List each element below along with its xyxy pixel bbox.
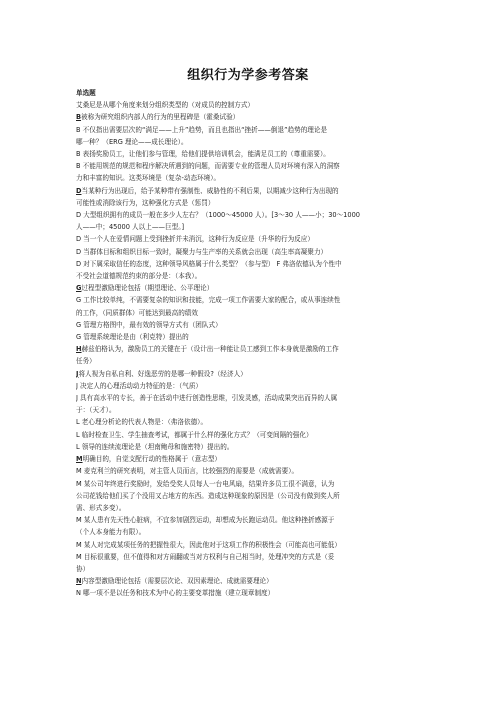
text-line <box>76 404 428 416</box>
line-text: L 临时检查卫生、学生抽查考试，都属于什么样的强化方式？（可变间隔的强化） <box>76 430 313 439</box>
line-text: B 不能用规范的规范和程序解决所遇到的问题，而需要专业的管理人员对环境有深入的洞察 <box>76 162 340 171</box>
text-line <box>76 160 428 172</box>
text-line <box>76 233 428 245</box>
line-text: 艾桑尼是从哪个角度来划分组织类型的（对成员的控制方式） <box>76 101 255 110</box>
text-line <box>76 490 428 502</box>
line-text: 赫兹伯格认为，激励员工的关键在于（设计出一种能让员工感到工作本身就是激励的工作 <box>81 345 339 354</box>
text-line <box>76 172 428 184</box>
line-text: 被称为研究组织内部人的行为的里程碑是（霍桑试验） <box>81 113 240 122</box>
document-title: 组织行为学参考答案 <box>187 68 309 83</box>
document-body <box>76 87 428 600</box>
text-line <box>76 111 428 123</box>
index-letter: N <box>76 577 82 586</box>
line-text: B 不仅指出需要层次的“满足——上升”趋势，而且也指出“挫折——倒退”趋势的理论是 <box>76 125 328 134</box>
line-text: 人——中；45000 人以上——巨型。] <box>76 223 185 232</box>
line-text: D 大型组织拥有的成员一般在多少人左右？（1000～45000 人）。[3～30 人——小；30～1000 <box>76 211 360 220</box>
line-text: 不受社会道德规范约束的部分是：（本我）。 <box>76 272 202 281</box>
text-line <box>76 441 428 453</box>
text-line <box>76 221 428 233</box>
text-line <box>76 270 428 282</box>
line-text: N 哪一项不是以任务和技术为中心的主要变革措施（建立现章制度） <box>76 589 275 598</box>
line-text: D 当一个人在爱情问题上受到挫折并未消沉，这种行为反应是（升华的行为反应） <box>76 235 314 244</box>
line-text: 公司花钱给他们买了个没用又占地方的东西。造成这种现象的原因是（公司没有做到奖人所 <box>76 491 340 500</box>
line-text: 单选题 <box>76 89 96 97</box>
text-line <box>76 416 428 428</box>
line-text: J 决定人的心理活动动力特征的是：（气质） <box>76 381 203 390</box>
index-letter: J <box>76 369 79 378</box>
line-text: 力和丰富的知识。这类环境是（复杂-动态环境）。 <box>76 174 221 183</box>
line-text: 任务） <box>76 357 96 366</box>
line-text: 哪一种？（ERG 理论——成长理论）。 <box>76 137 188 146</box>
index-letter: M <box>76 455 83 464</box>
line-text: 需、形式多变）。 <box>76 503 126 512</box>
text-line <box>76 136 428 148</box>
text-line <box>76 478 428 490</box>
line-text: L 领导的连续流理论是（坦南鲍母和施密特）提出的。 <box>76 442 234 451</box>
line-text: M 某公司年终进行奖励时，发给受奖人员每人一台电风扇，结果许多员工很不满意，认为 <box>76 479 335 488</box>
text-line <box>76 502 428 514</box>
text-line <box>76 392 428 404</box>
line-text: D 当群体目标和组织目标一致时，凝聚力与生产率的关系就会出现（高生率高凝聚力） <box>76 247 328 256</box>
line-text: M 目标很重要，但不值得和对方闹翻或当对方权利与自己相当时，处理冲突的方式是（妥 <box>76 552 335 561</box>
text-line <box>76 429 428 441</box>
text-line <box>76 343 428 355</box>
text-line <box>76 551 428 563</box>
line-text: 可能性或消除该行为，这种强化方式是（惩罚） <box>76 198 215 207</box>
line-text: M 某人患有先天性心脏病，不宜参加剧烈运动，却想成为长跑运动员。他这种挫折感源于 <box>76 516 335 525</box>
line-text: （个人本身能力有限）。 <box>76 528 146 537</box>
text-line <box>76 246 428 258</box>
line-text: M 麦克利兰的研究表明，对主管人员而言，比较强烈的需要是（成就需要）。 <box>76 467 299 476</box>
line-text: 内容型激励理论包括（需要层次论、双因素理论、成就需要理论） <box>81 577 273 586</box>
line-text: 于：（天才）。 <box>76 406 116 415</box>
index-letter: H <box>76 345 82 354</box>
line-text: 将人视为自私自利、好逸恶劳的是哪一种假设?（经济人） <box>78 369 247 378</box>
text-line <box>76 587 428 599</box>
text-line <box>76 307 428 319</box>
line-text: 协） <box>76 564 90 573</box>
text-line <box>76 185 428 197</box>
line-text: M 某人对完成某项任务的把握性很大，因此他对于这项工作的积极性会（可能高也可能低） <box>76 540 341 549</box>
line-text: G 管理系统理论是由（利克特）提出的 <box>76 333 189 342</box>
text-line <box>76 368 428 380</box>
text-line <box>76 197 428 209</box>
text-line <box>76 514 428 526</box>
text-line <box>76 380 428 392</box>
line-text: 的工作，（同质群体）可能达到最高的绩效 <box>76 308 198 317</box>
text-line <box>76 539 428 551</box>
text-line <box>76 526 428 538</box>
line-text: G 管理方格图中，最有效的领导方式有（团队式） <box>76 320 222 329</box>
line-text: 过程型激励理论包括（期望理论、公平理论） <box>81 284 214 293</box>
line-text: L 老心理分析论的代表人物是：（弗洛依德）。 <box>76 418 208 427</box>
text-line <box>76 209 428 221</box>
text-line <box>76 465 428 477</box>
text-line <box>76 294 428 306</box>
text-line <box>76 124 428 136</box>
text-line <box>76 453 428 465</box>
index-letter: D <box>76 186 82 195</box>
text-line <box>76 282 428 294</box>
line-text: 明确目的，自觉支配行动的性格属于（意志型） <box>82 455 222 464</box>
index-letter: B <box>76 113 82 122</box>
line-text: J 具有高水平的专长，善于在活动中进行创造性思维，引发灵感，活动成果突出而异的人属 <box>76 394 338 403</box>
text-line <box>76 331 428 343</box>
text-line <box>76 99 428 111</box>
line-text: D 对下属采取信任的态度，这种领导风格属于什么类型？（参与型） F 弗洛依德认为个性中 <box>76 259 342 268</box>
line-text: 当某种行为出现后，给予某种带有强制性、威胁性的不利后果，以期减少这种行为出现的 <box>81 186 339 195</box>
text-line <box>76 319 428 331</box>
text-line <box>76 563 428 575</box>
line-text: B 表扬奖励员工，让他们参与管理，给他们提供培训机会，能满足员工的（尊重需要）。 <box>76 150 330 159</box>
section-heading <box>76 87 428 99</box>
text-line <box>76 355 428 367</box>
text-line <box>76 148 428 160</box>
index-letter: G <box>76 284 82 293</box>
text-line <box>76 575 428 587</box>
text-line <box>76 258 428 270</box>
line-text: G 工作比较单纯，不需要复杂的知识和技能，完成一项工作需要大家的配合，或从事连续性 <box>76 296 341 305</box>
